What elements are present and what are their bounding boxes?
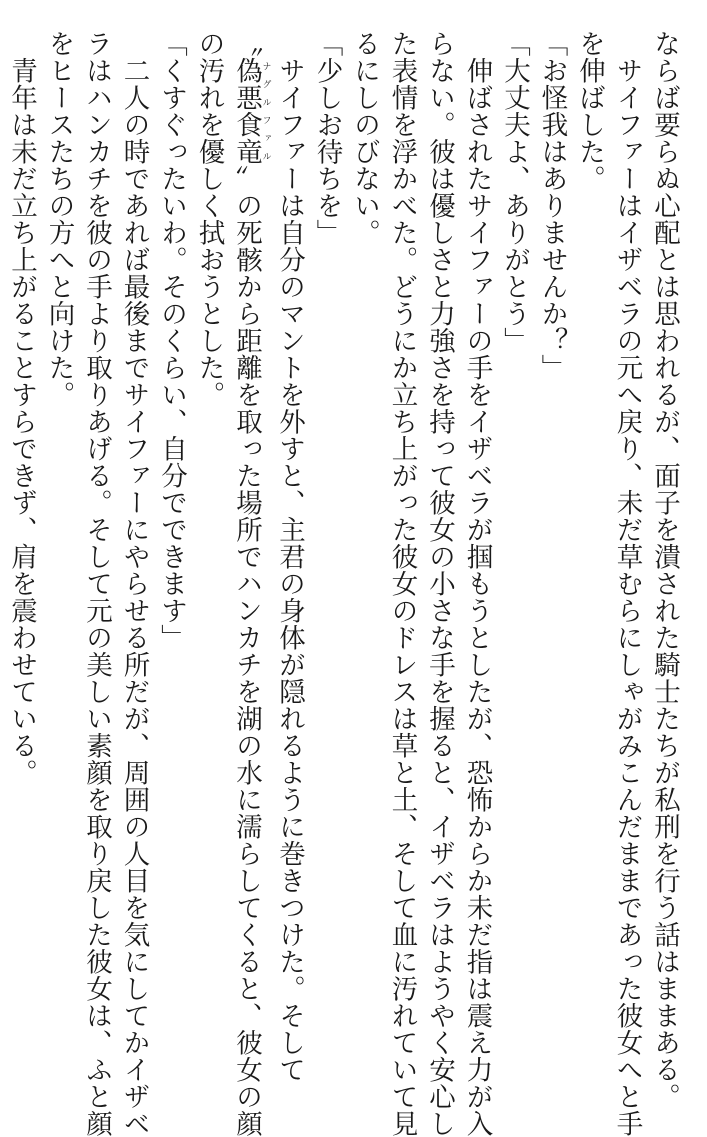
ruby-line-rest: の死骸から距離を取った場所でハンカチを湖の水に濡らしてくると、彼女の顔 <box>231 192 262 1137</box>
text-line: サイファーはイザベラの元へ戻り、未だ草むらにしゃがみこんだままであった彼女へと手 <box>611 30 643 1137</box>
text-line: 青年は未だ立ち上がることすらできず、肩を震わせている。 <box>6 30 37 786</box>
ruby-base: 偽悪食竜 <box>231 57 262 165</box>
ruby-reading: ナグルファル <box>260 57 271 165</box>
text-line: ラはハンカチを彼の手より取りあげる。そして元の美しい素顔を取り戻した彼女は、ふと顔 <box>81 30 112 1137</box>
open-quote-mark: 〝 <box>231 30 262 57</box>
ruby-term <box>231 57 271 165</box>
text-line: 「くすぐったいわ。そのくらい、自分でできます」 <box>156 30 187 651</box>
vertical-text-body <box>6 30 683 1137</box>
text-line: を伸ばした。 <box>574 30 605 192</box>
text-line: 「少しお待ちを」 <box>311 30 343 246</box>
text-line: るにしのびない。 <box>349 30 380 246</box>
text-line-with-ruby <box>228 30 271 1137</box>
text-line: 二人の時であれば最後までサイファーにやらせる所だが、周囲の人目を気にしてかイザベ <box>118 30 150 1137</box>
text-line: の汚れを優しく拭おうとした。 <box>193 30 225 408</box>
text-line: 「大丈夫よ、ありがとう」 <box>499 30 530 354</box>
close-quote-mark: 〟 <box>231 165 262 192</box>
text-line: た表情を浮かべた。どうにか立ち上がった彼女のドレスは草と土、そして血に汚れていて見 <box>386 30 418 1137</box>
text-line: らない。彼は優しさと力強さを持って彼女の小さな手を握ると、イザベラはようやく安心し <box>424 30 455 1137</box>
text-line: サイファーは自分のマントを外すと、主君の身体が隠れるように巻きつけた。そして <box>274 30 305 1083</box>
text-line: ならば要らぬ心配とは思われるが、面子を潰された騎士たちが私刑を行う話はままある。 <box>649 30 680 1110</box>
text-line: 「お怪我はありませんか？」 <box>536 30 568 381</box>
text-line: 伸ばされたサイファーの手をイザベラが掴もうとしたが、恐怖からか未だ指は震え力が入 <box>461 30 493 1137</box>
text-line: をヒースたちの方へと向けた。 <box>43 30 75 408</box>
